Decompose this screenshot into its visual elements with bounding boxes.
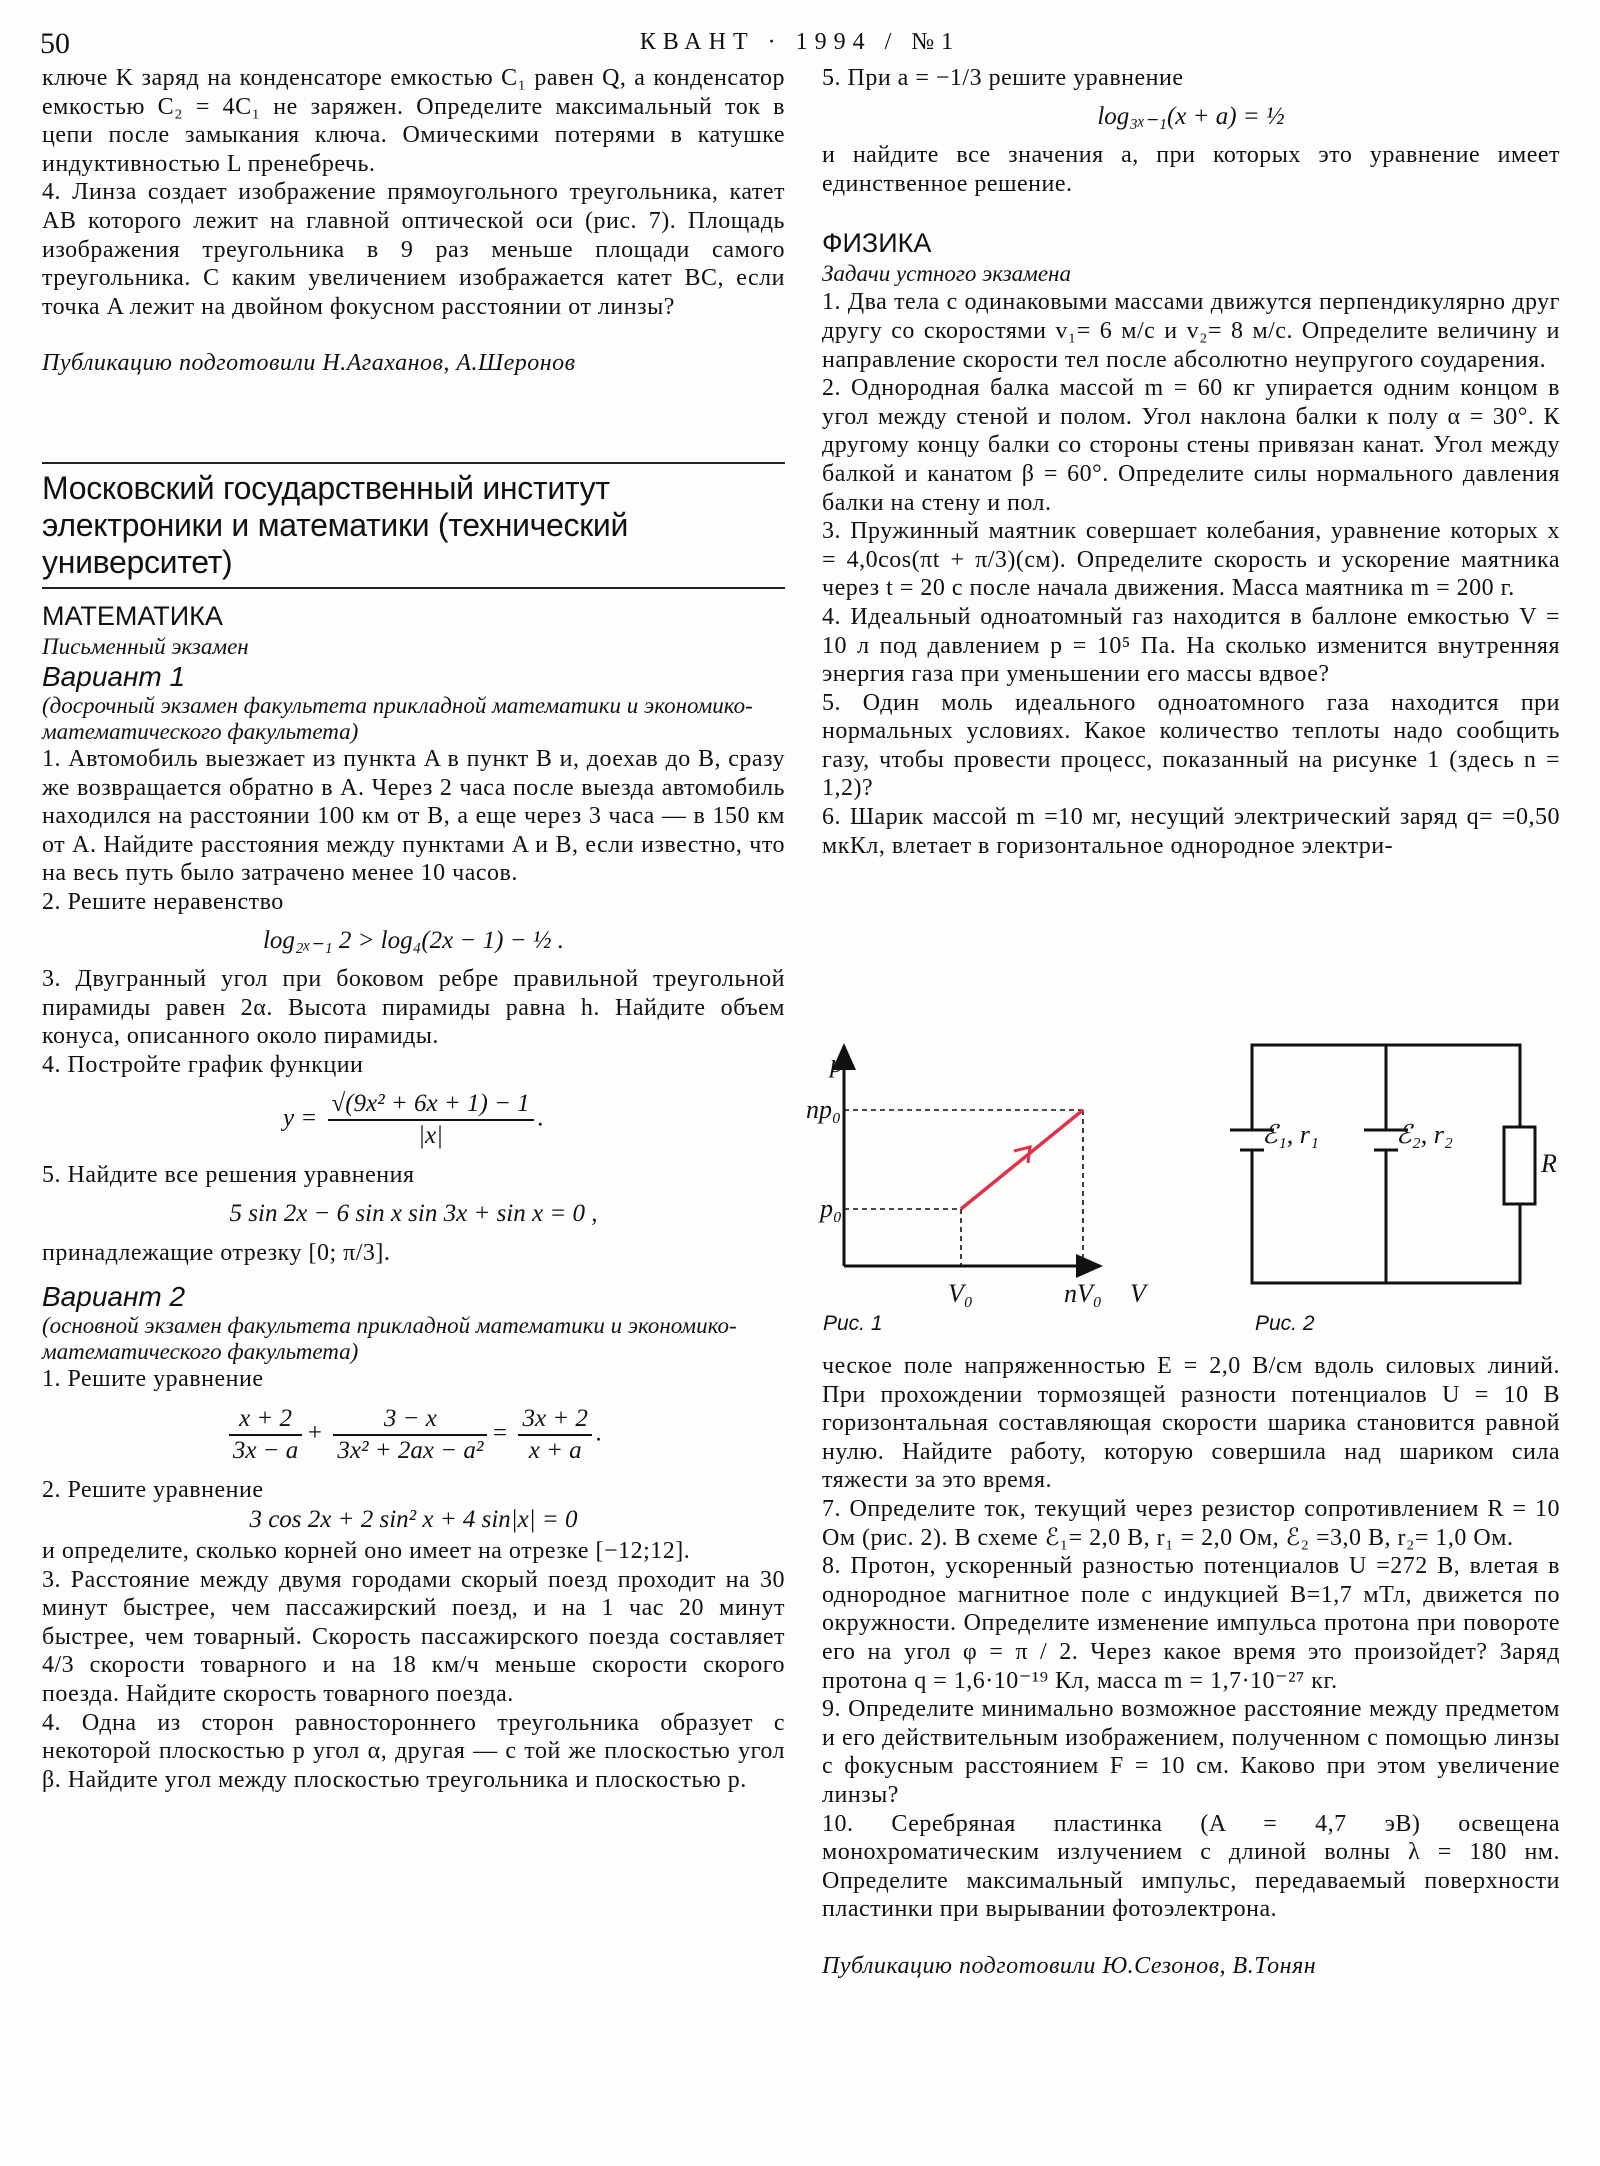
resistor-label: R [1541, 1149, 1557, 1178]
subject-heading-math: МАТЕМАТИКА [42, 600, 223, 631]
numerator: 3x + 2 [518, 1404, 591, 1436]
nv0-label: nV₀ [1064, 1279, 1102, 1308]
exam-type: Письменный экзамен [42, 633, 249, 659]
emf2-label: ℰ₂, r₂ [1396, 1120, 1453, 1149]
page-number: 50 [40, 27, 70, 60]
subject-heading-physics: ФИЗИКА [822, 228, 932, 259]
variant-1-note: (досрочный экзамен факультета прикладной математики и экономико-математического факультета) [42, 692, 753, 744]
figure-1-caption: Рис. 1 [823, 1312, 883, 1335]
problem-4-lens: 4. Линза создает изображение прямоугольного треугольника, катет AB которого лежит на главной оптической оси (рис. 7). Площадь изображения треугольника в 9 раз меньше площади самого треугольника. С каким увеличением изображается катет BC, если точка A лежит на двойном фокусном расстоянии от линзы? [42, 179, 785, 320]
v1-problem-3: 3. Двугранный угол при боковом ребре правильной треугольной пирамиды равен 2α. Высота пирамиды равна h. Найдите объем конуса, описанного около пирамиды. [42, 966, 785, 1050]
v-axis-label: V [1130, 1279, 1146, 1308]
physics-problem: 3. Пружинный маятник совершает колебания, уравнение которых x = 4,0cos(πt + π/3)(см). Определите скорость и ускорение маятника через t = 20 с после начала движения. Масса маятника m = 200 г. [822, 518, 1560, 602]
v1-problem-5: 5. Найдите все решения уравнения [42, 1162, 415, 1189]
credit-line-physics: Публикацию подготовили Ю.Сезонов, В.Тонян [822, 1952, 1317, 1979]
v1-equation: 5 sin 2x − 6 sin x sin 3x + sin x = 0 , [229, 1200, 598, 1228]
physics-problem: 2. Однородная балка массой m = 60 кг упирается одним концом в угол между стеной и полом. Угол наклона балки к полу α = 30°. К другому концу балки со стороны стены привязан канат. Угол между балкой и канатом β = 60°. Определите силы нормального давления балки на стену и пол. [822, 375, 1560, 516]
oral-exam-type: Задачи устного экзамена [822, 261, 1071, 287]
variant-2-note: (основной экзамен факультета прикладной математики и экономико-математического факультета) [42, 1313, 737, 1365]
denominator: 3x² + 2ax − a² [337, 1436, 484, 1464]
continued-paragraph: ключе K заряд на конденсаторе емкостью C₁ равен Q, а конденсатор емкостью C₂ = 4C₁ не заряжен. Определите максимальный ток в цепи после замыкания ключа. Омическими потерями в катушке индуктивностью L пренебречь. [42, 65, 785, 177]
problem-5-unique: и найдите все значения a, при которых это уравнение имеет единственное решение. [822, 142, 1560, 197]
resistor-icon [1504, 1127, 1535, 1204]
fraction-numerator: √(9x² + 6x + 1) − 1 [328, 1089, 534, 1121]
variant-2-title: Вариант 2 [42, 1281, 186, 1313]
credit-line: Публикацию подготовили Н.Агаханов, А.Шеронов [42, 350, 576, 377]
process-line [961, 1110, 1083, 1209]
v1-problem-2: 2. Решите неравенство [42, 888, 284, 915]
v2-problem-2-roots: и определите, сколько корней оно имеет на отрезке [−12;12]. [42, 1538, 691, 1565]
physics-problem: 4. Идеальный одноатомный газ находится в баллоне емкостью V = 10 л под давлением p = 10⁵ Па. На сколько изменится внутренняя энергия газа при уменьшении его массы вдвое? [822, 603, 1560, 688]
v2-trig-equation: 3 cos 2x + 2 sin² x + 4 sin|x| = 0 [249, 1506, 578, 1534]
denominator: 3x − a [232, 1436, 299, 1464]
physics-problem: 7. Определите ток, текущий через резистор сопротивлением R = 10 Ом (рис. 2). В схеме ℰ₁= 2,0 В, r₁ = 2,0 Ом, ℰ₂ =3,0 В, r₂= 1,0 Ом. [822, 1495, 1560, 1551]
physics-problem: 10. Серебряная пластинка (A = 4,7 эВ) освещена монохроматическим излучением с длиной волны λ = 180 нм. Определите максимальный импульс, передаваемый поверхности пластинки при вырывании фотоэлектрона. [822, 1810, 1560, 1923]
denominator: x + a [528, 1436, 582, 1464]
p-axis-label: p [830, 1049, 843, 1078]
physics-problem: 9. Определите минимально возможное расстояние между предметом и его действительным изображением, полученном с помощью линзы с фокусным расстоянием F = 10 см. Каково при этом увеличение линзы? [822, 1696, 1560, 1808]
guide-lines [844, 1110, 1083, 1266]
physics-problem: 6. Шарик массой m =10 мг, несущий электрический заряд q= =0,50 мкКл, влетает в горизонтальное однородное электри- [822, 804, 1560, 859]
v1-problem-1: 1. Автомобиль выезжает из пункта A в пункт B и, доехав до B, сразу же возвращается обратно в A. Через 2 часа после выезда автомобиль находился на расстоянии 100 км от B, а еще через 3 часа — в 150 км от A. Найдите расстояния между пунктами A и B, если известно, что на весь путь было затрачено менее 10 часов. [42, 745, 785, 887]
numerator: x + 2 [229, 1404, 302, 1436]
figure-1-pv-diagram [806, 1046, 1149, 1335]
physics-problem: 1. Два тела с одинаковыми массами движутся перпендикулярно друг другу со скоростями v₁= 6 м/с и v₂= 8 м/с. Определите величину и направление скорости тел после абсолютно неупругого соударения. [822, 289, 1560, 373]
v2-problem-3: 3. Расстояние между двумя городами скорый поезд проходит на 30 минут быстрее, чем пассажирский поезд, и на 1 час 20 минут быстрее, чем товарный. Скорость пассажирского поезда составляет 4/3 скорости товарного и на 18 км/ч меньше скорости скорого поезда. Найдите скорость товарного поезда. [42, 1566, 785, 1707]
figure-2-circuit [1230, 1045, 1535, 1283]
physics-problem: 5. Один моль идеального одноатомного газа находится при нормальных условиях. Какое количество теплоты надо сообщить газу, чтобы провести процесс, показанный на рисунке 1 (здесь n = 1,2)? [822, 689, 1560, 802]
v2-rational-equation: $\frac{x + 2}{3x - a}$ + $\frac{3 - x}{\text{3x² + 2ax − a²}}$ = $\frac{3x + 2}{x + a}$ . [42, 1404, 785, 1466]
function-lhs: y = [283, 1105, 318, 1133]
v0-label: V₀ [948, 1279, 973, 1308]
v2-problem-4: 4. Одна из сторон равностороннего треугольника образует с некоторой плоскостью p угол α, другая — с той же плоскостью угол β. Найдите угол между плоскостью треугольника и плоскостью p. [42, 1709, 785, 1793]
np0-label: np₀ [806, 1095, 842, 1124]
v2-problem-2: 2. Решите уравнение [42, 1476, 264, 1503]
problem-5-log: 5. При a = −1/3 решите уравнение [822, 65, 1184, 91]
running-head: КВАНТ · 1994 / №1 [639, 29, 961, 55]
p0-label: p₀ [820, 1194, 843, 1223]
physics-problem: ческое поле напряженностью E = 2,0 В/см вдоль силовых линий. При прохождении тормозящей разности потенциалов U = 10 В горизонтальная составляющая скорости шарика становится равной нулю. Найдите работу, которую совершила над шариком сила тяжести за это время. [822, 1353, 1560, 1494]
emf1-label: ℰ₁, r₁ [1262, 1120, 1319, 1149]
figure-2-caption: Рис. 2 [1255, 1312, 1315, 1335]
log-equation: log₃ₓ₋₁(x + a) = ½ [1097, 102, 1285, 130]
v2-problem-1: 1. Решите уравнение [42, 1366, 264, 1393]
section-title: Московский государственный институт электроники и математики (технический университет) [42, 469, 629, 580]
variant-1-title: Вариант 1 [42, 660, 186, 692]
fraction-denominator: |x| [418, 1122, 444, 1150]
v1-problem-4: 4. Постройте график функции [42, 1051, 364, 1078]
physics-problem: 8. Протон, ускоренный разностью потенциалов U =272 В, влетая в однородное магнитное поле с индукцией B=1,7 мТл, движется по окружности. Определите изменение импульса протона при повороте его на угол φ = π / 2. Через какое время это произойдет? Заряд протона q = 1,6·10⁻¹⁹ Кл, масса m = 1,7·10⁻²⁷ кг. [822, 1553, 1560, 1694]
v1-inequality: log₂ₓ₋₁ 2 > log₄(2x − 1) − ½ . [262, 926, 565, 954]
v1-function: y = $\frac{\text{√(9x² + 6x + 1) − 1}}{|x|}$ . [283, 1090, 544, 1150]
numerator: 3 − x [333, 1404, 487, 1436]
v1-problem-5-interval: принадлежащие отрезку [0; π/3]. [42, 1239, 391, 1266]
